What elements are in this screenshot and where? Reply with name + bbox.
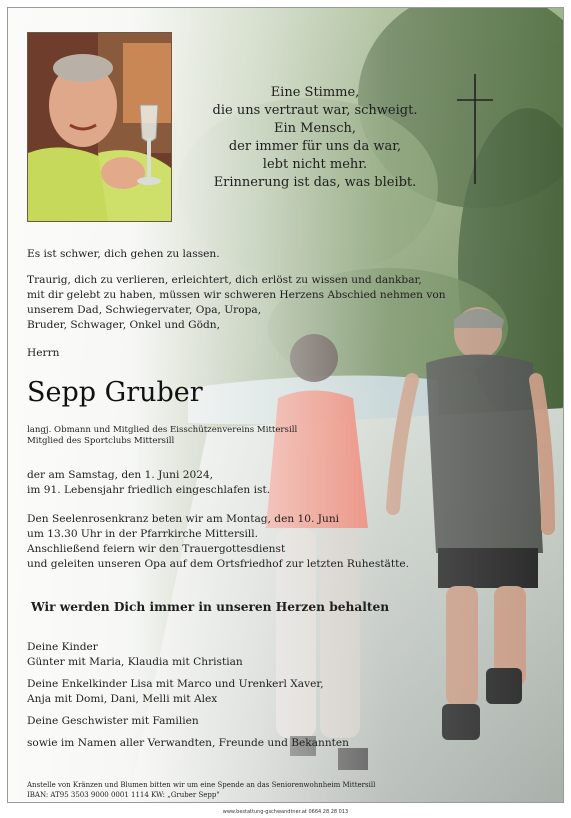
portrait-photo	[27, 32, 172, 222]
poem-line: der immer für uns da war,	[228, 139, 402, 154]
intro-text: Es ist schwer, dich gehen zu lassen.	[27, 248, 220, 260]
poem-line: lebt nicht mehr.	[262, 157, 368, 172]
body-line: unserem Dad, Schwiegervater, Opa, Uropa,	[27, 304, 262, 316]
service-line: Anschließend feiern wir den Trauergottesdienst	[27, 543, 286, 555]
poem-line: Erinnerung ist das, was bleibt.	[213, 175, 417, 190]
body-line: mit dir gelebt zu haben, müssen wir schweren Herzens Abschied nehmen von	[27, 289, 446, 301]
mourners-grandchildren: Anja mit Domi, Dani, Melli mit Alex	[27, 693, 218, 705]
mourners-grandchildren: Deine Enkelkinder Lisa mit Marco und Urenkerl Xaver,	[27, 678, 324, 690]
donation-note: Anstelle von Kränzen und Blumen bitten wir um eine Spende an das Seniorenwohnheim Mittersill	[27, 781, 376, 789]
poem-line: Ein Mensch,	[274, 121, 356, 136]
mourners-children-title: Deine Kinder	[27, 641, 98, 653]
poem-line: Eine Stimme,	[270, 85, 360, 100]
poem-line: die uns vertraut war, schweigt.	[212, 103, 418, 118]
deceased-name: Sepp Gruber	[27, 377, 203, 408]
mourners-siblings: Deine Geschwister mit Familien	[27, 715, 199, 727]
service-line: um 13.30 Uhr in der Pfarrkirche Mittersill.	[27, 528, 258, 540]
role-line: Mitglied des Sportclubs Mittersill	[27, 436, 175, 446]
body-line: Bruder, Schwager, Onkel und Gödn,	[27, 319, 220, 331]
funeral-home-website: www.bestattung-gschwandtner.at 0664 28 28 013	[222, 809, 349, 815]
iban-note: IBAN: AT95 3503 9000 0001 1114 KW: „Gruber Sepp"	[27, 791, 220, 799]
obituary-card	[7, 7, 564, 803]
service-line: Den Seelenrosenkranz beten wir am Montag, den 10. Juni	[27, 513, 340, 525]
service-line: und geleiten unseren Opa auf dem Ortsfriedhof zur letzten Ruhestätte.	[27, 558, 409, 570]
motto: Wir werden Dich immer in unseren Herzen behalten	[31, 600, 390, 614]
death-line: im 91. Lebensjahr friedlich eingeschlafen ist.	[27, 484, 271, 496]
cross-icon	[457, 74, 493, 184]
role-line: langj. Obmann und Mitglied des Eisschützenvereins Mittersill	[27, 425, 298, 435]
death-line: der am Samstag, den 1. Juni 2024,	[27, 469, 214, 481]
body-line: Traurig, dich zu verlieren, erleichtert, dich erlöst zu wissen und dankbar,	[27, 274, 422, 286]
mourners-children: Günter mit Maria, Klaudia mit Christian	[27, 656, 243, 668]
mourners-others: sowie im Namen aller Verwandten, Freunde und Bekannten	[27, 737, 350, 749]
poem	[168, 84, 462, 192]
salutation: Herrn	[27, 347, 60, 359]
